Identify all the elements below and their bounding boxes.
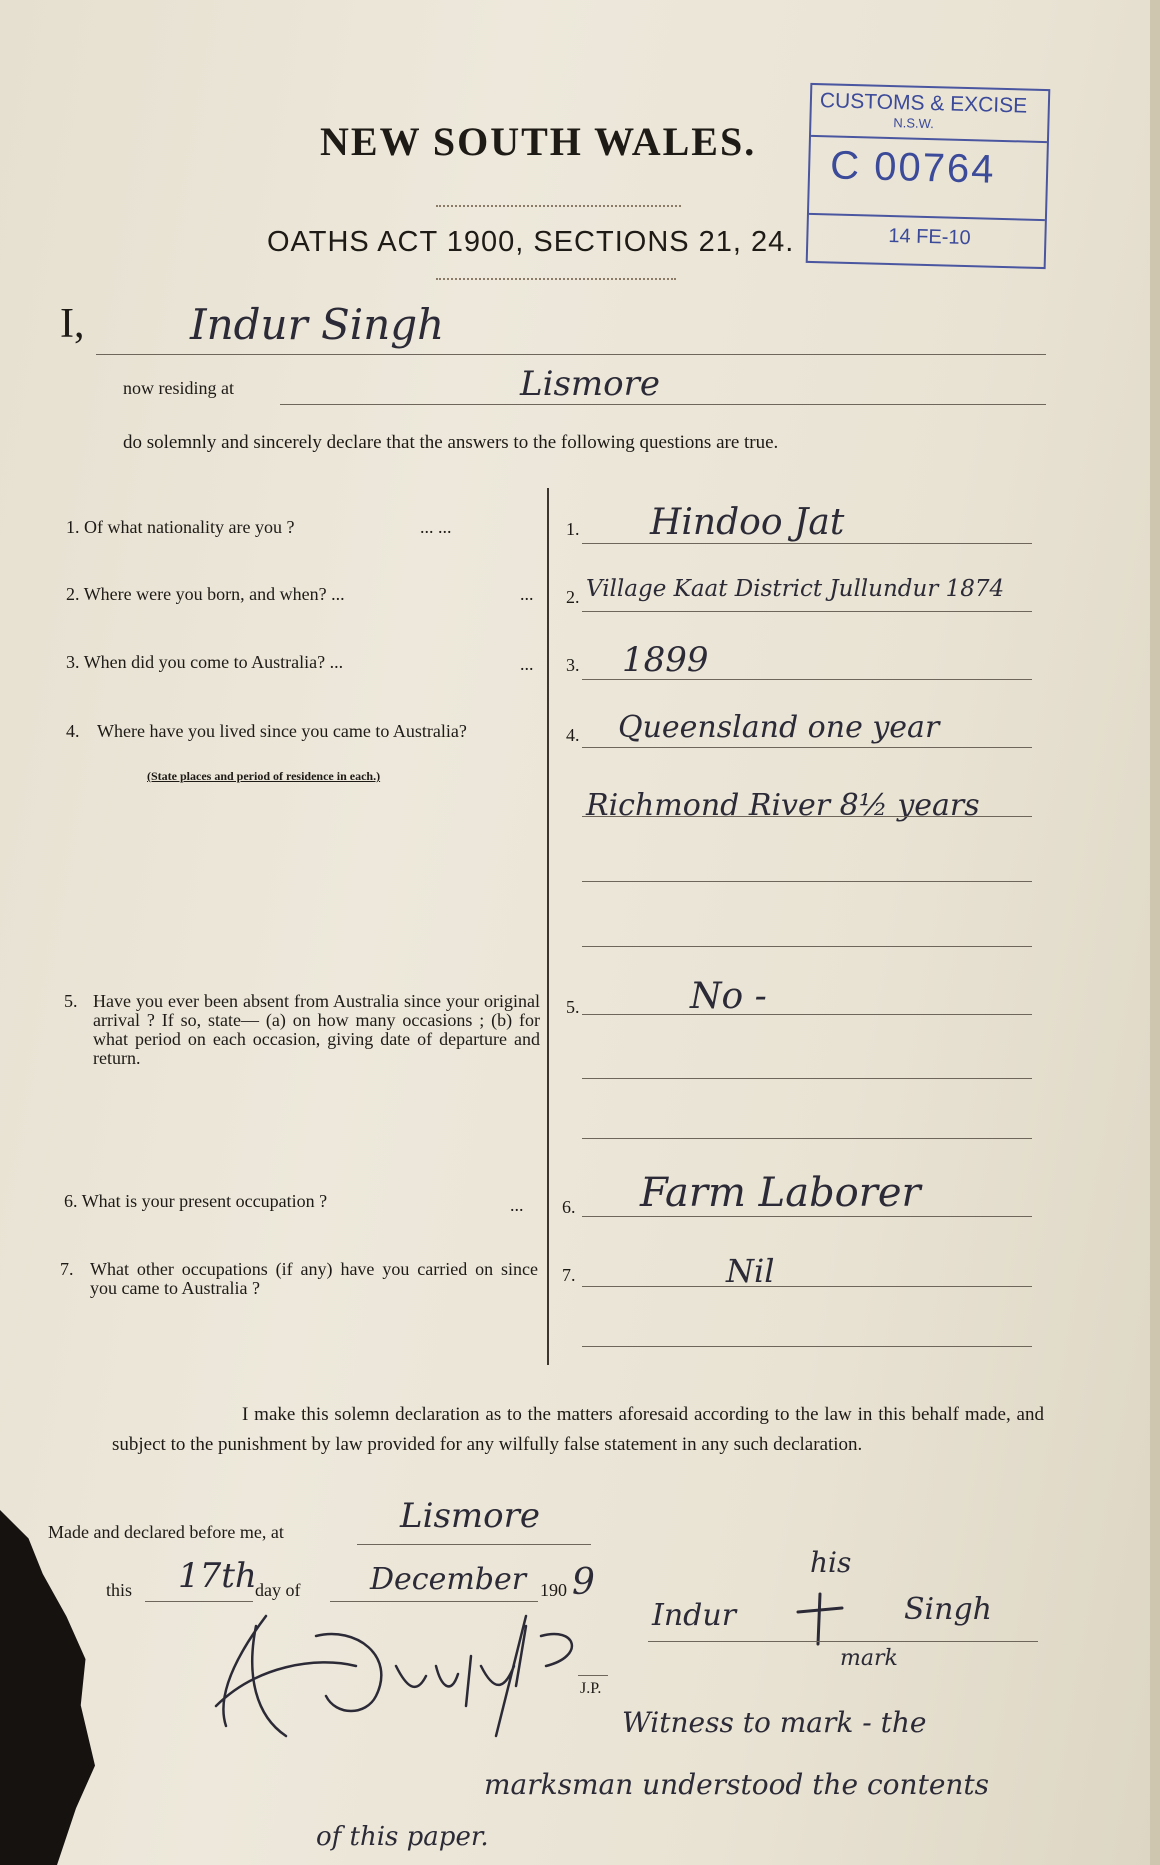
year-prefix: 190: [540, 1580, 567, 1600]
question-number: 5.: [64, 991, 78, 1011]
signature-last: Singh: [904, 1592, 992, 1627]
question-4: [66, 722, 542, 741]
page-edge: [1150, 0, 1160, 1865]
answer-line: [582, 611, 1032, 612]
stamp-line1: CUSTOMS & EXCISE: [819, 89, 1028, 118]
declaration-intro: do solemnly and sincerely declare that the answers to the following questions are true.: [123, 432, 779, 453]
declarant-prefix: I,: [60, 301, 85, 347]
jp-line: [578, 1675, 608, 1676]
witness-line-2: marksman understood the contents: [484, 1768, 990, 1801]
question-dots: ...: [510, 1195, 524, 1215]
answer-line: [582, 816, 1032, 817]
answer-line: [582, 1014, 1032, 1015]
page-subtitle: OATHS ACT 1900, SECTIONS 21, 24.: [267, 226, 795, 258]
stamp-rule-top: [811, 135, 1047, 143]
signature-line: [648, 1641, 1038, 1642]
question-dots: ...: [520, 654, 534, 674]
question-4-note: (State places and period of residence in each.): [147, 769, 381, 783]
answer-number: 1.: [566, 519, 580, 539]
cross-mark-icon: [792, 1590, 846, 1646]
question-2: [66, 585, 345, 604]
answer-number: 4.: [566, 725, 580, 745]
customs-stamp: [806, 83, 1051, 269]
residing-line: [280, 404, 1046, 405]
question-number: 3.: [66, 652, 80, 672]
residing-label: now residing at: [123, 378, 234, 398]
question-dots: ... ...: [420, 517, 452, 537]
answer-line: [582, 747, 1032, 748]
question-number: 4.: [66, 721, 80, 741]
stamp-line2: N.S.W.: [893, 115, 935, 132]
answer-7: Nil: [726, 1252, 775, 1290]
question-6: [64, 1192, 327, 1211]
this-label: this: [106, 1580, 133, 1600]
year-suffix: 9: [572, 1562, 595, 1603]
question-number: 7.: [60, 1259, 74, 1279]
jp-label: J.P.: [580, 1680, 602, 1697]
answer-line: [582, 679, 1032, 680]
answer-number: 5.: [566, 997, 580, 1017]
answer-line: [582, 1286, 1032, 1287]
torn-corner: [0, 1510, 95, 1865]
answer-line: [582, 946, 1032, 947]
residing-value: Lismore: [520, 364, 660, 404]
declarant-name: Indur Singh: [190, 300, 445, 349]
signature-his: his: [810, 1546, 852, 1579]
column-divider: [547, 488, 549, 1365]
place-line: [357, 1544, 591, 1545]
question-number: 6.: [64, 1191, 78, 1211]
answer-line: [582, 1346, 1032, 1347]
answer-2: Village Kaat District Jullundur 1874: [586, 576, 1005, 602]
solemn-declaration: I make this solemn declaration as to the matters aforesaid according to the law in this behalf made, and subject to the punishment by law provided for any wilfully false statement in any such declaration.: [112, 1404, 1044, 1455]
question-number: 2.: [66, 584, 80, 604]
question-text: What is your present occupation ?: [81, 1191, 328, 1211]
question-7: [60, 1260, 538, 1298]
answer-line: [582, 1216, 1032, 1217]
name-line: [96, 354, 1046, 355]
answer-1: Hindoo Jat: [650, 502, 845, 543]
jp-signature: [196, 1596, 616, 1746]
answer-number: 6.: [562, 1197, 576, 1217]
answer-3: 1899: [622, 640, 709, 680]
answer-6: Farm Laborer: [640, 1170, 921, 1216]
subtitle-divider: [436, 278, 676, 280]
answer-4-continued: Richmond River 8½ years: [586, 788, 980, 823]
made-declared-label: Made and declared before me, at: [48, 1522, 284, 1542]
question-1: [66, 518, 294, 537]
question-dots: ...: [520, 584, 534, 604]
declared-month: December: [370, 1562, 527, 1597]
answer-line: [582, 1078, 1032, 1079]
title-divider: [436, 205, 681, 207]
question-text: Of what nationality are you ?: [84, 517, 295, 537]
answer-line: [582, 543, 1032, 544]
question-text: What other occupations (if any) have you carried on since you came to Australia ?: [90, 1259, 538, 1298]
question-text: Have you ever been absent from Australia since your original arrival ? If so, state— (a) on how many occasions ; (b) for what period on each occasion, giving date of departure and return.: [93, 991, 540, 1068]
question-3: [66, 653, 343, 672]
signature-mark: mark: [840, 1646, 898, 1671]
stamp-date: 14 FE-10: [888, 224, 971, 250]
signature-first: Indur: [652, 1598, 737, 1633]
stamp-number: C 00764: [829, 143, 996, 192]
question-text: Where were you born, and when? ...: [83, 584, 345, 604]
declared-day: 17th: [178, 1556, 257, 1596]
day-of-label: day of: [255, 1580, 301, 1600]
witness-line-1: Witness to mark - the: [622, 1706, 927, 1739]
question-number: 1.: [66, 517, 80, 537]
witness-line-3: of this paper.: [316, 1822, 489, 1852]
answer-line: [582, 1138, 1032, 1139]
answer-number: 3.: [566, 655, 580, 675]
answer-line: [582, 881, 1032, 882]
declared-place: Lismore: [400, 1496, 540, 1536]
answer-number: 7.: [562, 1265, 576, 1285]
answer-4: Queensland one year: [618, 710, 940, 745]
question-text: When did you come to Australia? ...: [83, 652, 344, 672]
question-5: [64, 992, 540, 1068]
question-text: Where have you lived since you came to Australia?: [97, 721, 467, 741]
page-title: NEW SOUTH WALES.: [320, 119, 757, 164]
answer-number: 2.: [566, 587, 580, 607]
answer-5: No -: [690, 976, 767, 1017]
stamp-rule-bottom: [809, 213, 1045, 221]
